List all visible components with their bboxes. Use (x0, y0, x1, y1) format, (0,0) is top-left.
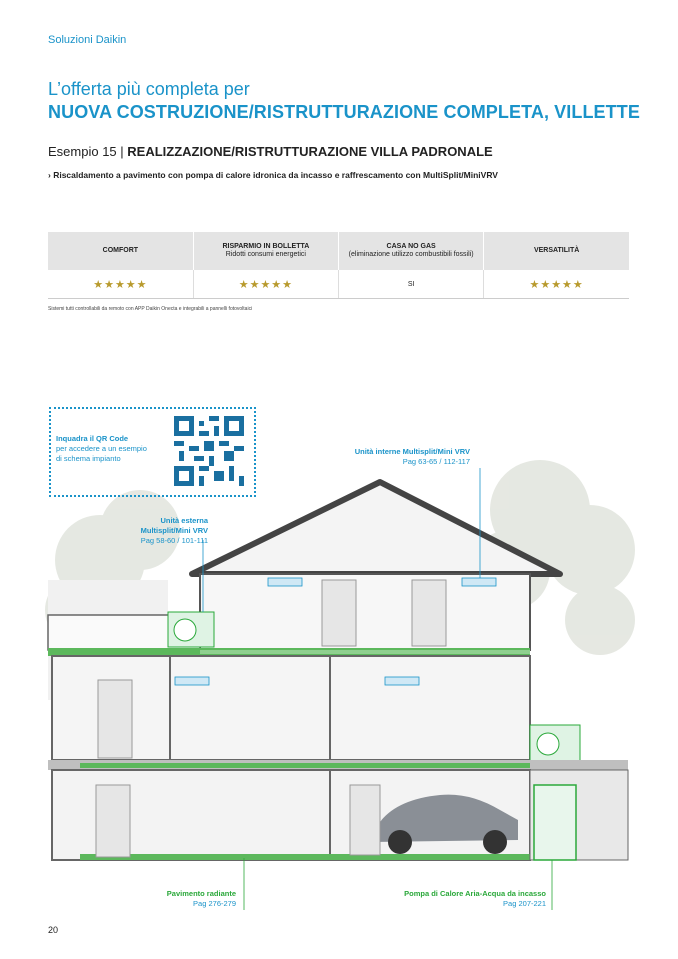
qr-text: Inquadra il QR Code per accedere a un esempio di schema impianto (56, 434, 147, 464)
page-title-line2: NUOVA COSTRUZIONE/RISTRUTTURAZIONE COMPLETA, VILLETTE (48, 102, 640, 122)
example-prefix: Esempio 15 | (48, 144, 124, 159)
rating-no-gas: SI (339, 270, 484, 299)
header-comfort: COMFORT (48, 232, 193, 270)
rating-savings: ★★★★★ (193, 270, 338, 299)
example-subtitle: › Riscaldamento a pavimento con pompa di calore idronica da incasso e raffrescamento con MultiSplit/MiniVRV (48, 170, 498, 180)
rating-versatility: ★★★★★ (484, 270, 629, 299)
heat-pump-label: Pompa di Calore Aria-Acqua da incasso Pag 207-221 (404, 889, 546, 909)
example-name: REALIZZAZIONE/RISTRUTTURAZIONE VILLA PADRONALE (127, 144, 493, 159)
floor-heating-label: Pavimento radiante Pag 276-279 (166, 889, 236, 909)
indoor-units-label: Unità interne Multisplit/Mini VRV Pag 63-65 / 112-117 (354, 447, 470, 467)
example-heading (48, 144, 493, 159)
ratings-table (48, 232, 629, 299)
footnote: Sistemi tutti controllabili da remoto con APP Daikin Onecta e integrabili a pannelli fotovoltaici (48, 306, 253, 312)
page-title-line1: L’offerta più completa per (48, 79, 250, 99)
header-no-gas: CASA NO GAS (eliminazione utilizzo combustibili fossili) (339, 232, 484, 270)
outdoor-unit-label: Unità esterna Multisplit/Mini VRV Pag 58-60 / 101-111 (140, 516, 208, 546)
qr-code-icon[interactable] (174, 416, 244, 486)
header-savings: RISPARMIO IN BOLLETTA Ridotti consumi energetici (193, 232, 338, 270)
header-versatility: VERSATILITÀ (484, 232, 629, 270)
rating-comfort: ★★★★★ (48, 270, 193, 299)
brand-label: Soluzioni Daikin (48, 34, 127, 46)
page-number: 20 (48, 925, 59, 935)
